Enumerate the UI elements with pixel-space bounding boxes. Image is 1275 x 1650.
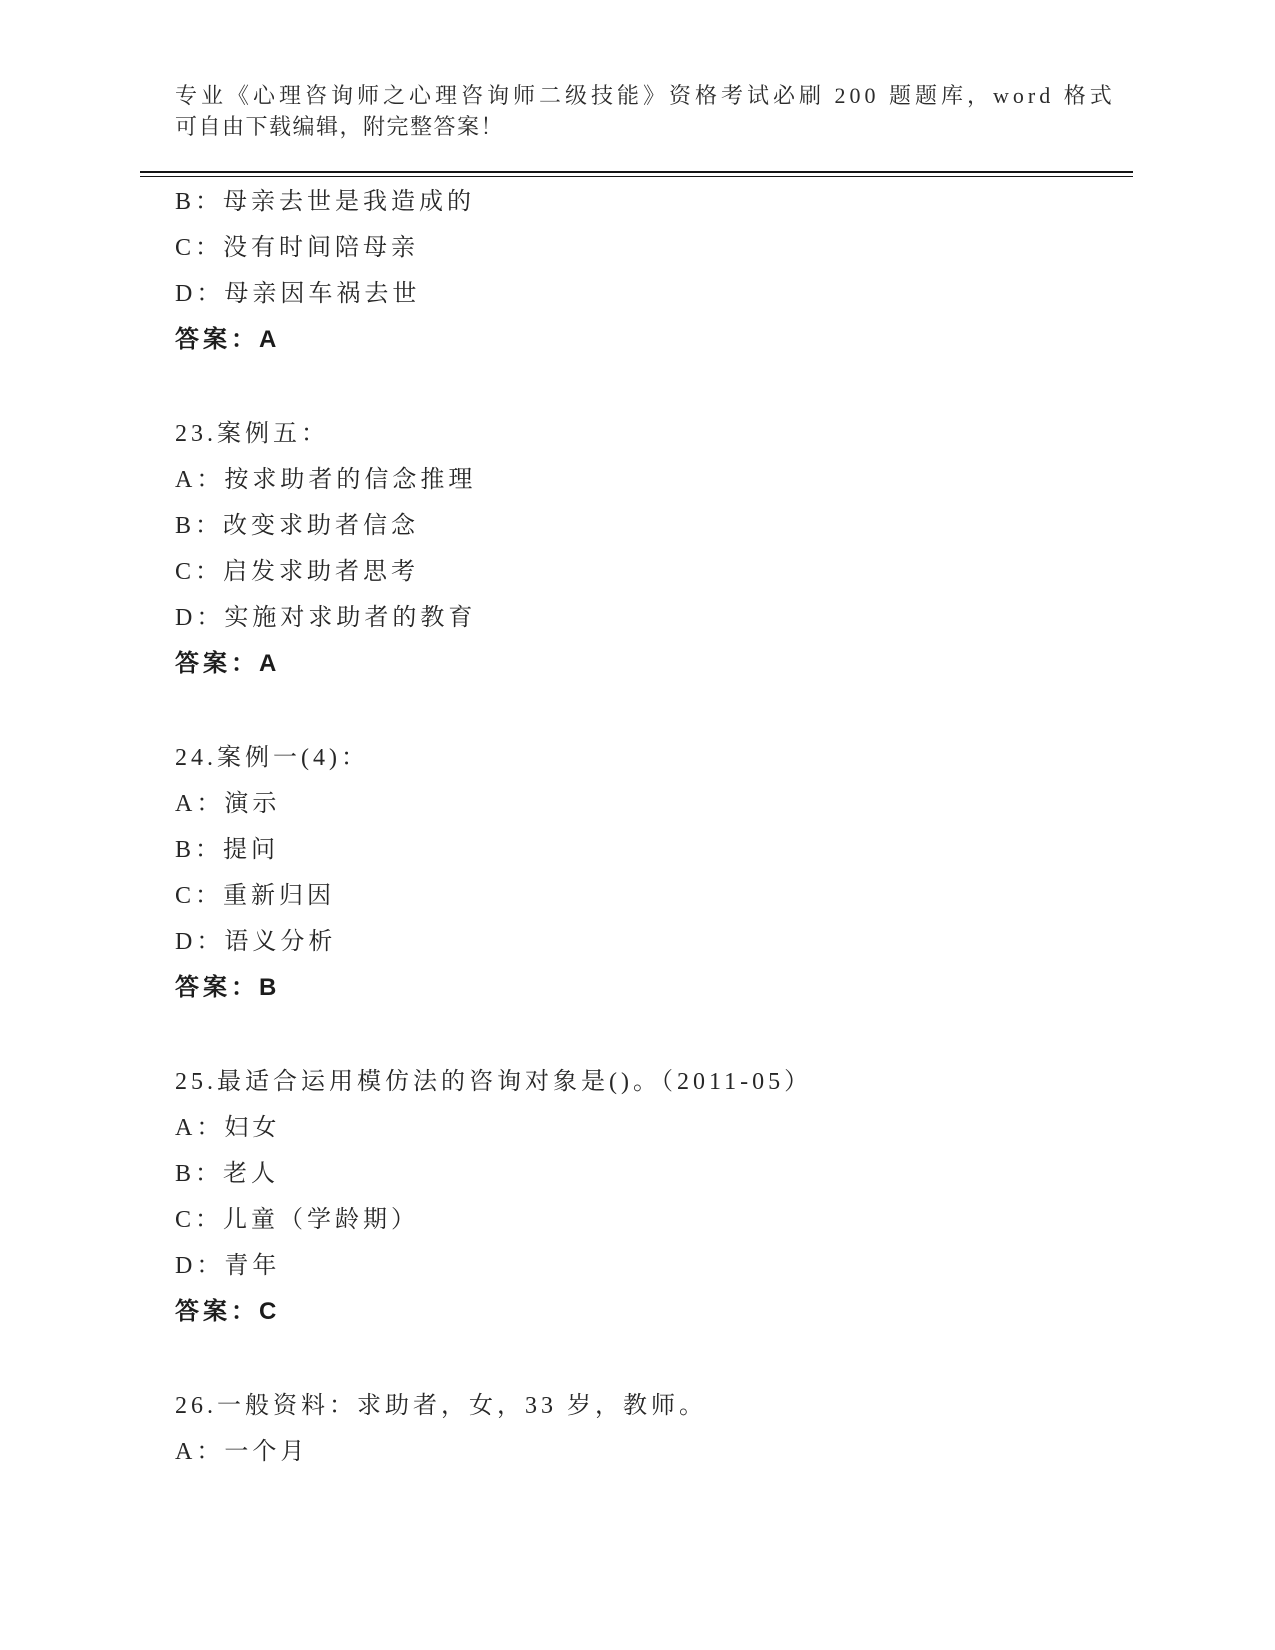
option-d: D：实施对求助者的教育 [175, 605, 477, 631]
option-c: C：没有时间陪母亲 [175, 235, 420, 261]
answer-line [175, 1289, 1135, 1335]
answer-label: 答案： [175, 974, 259, 1001]
option-a: A：一个月 [175, 1439, 309, 1465]
question-block-24 [175, 735, 1135, 1011]
header-line-1: 专业《心理咨询师之心理咨询师二级技能》资格考试必刷 200 题题库，word 格式 [175, 83, 1116, 108]
option-a: A：妇女 [175, 1115, 281, 1141]
option-b: B：母亲去世是我造成的 [175, 189, 476, 215]
option-d: D：青年 [175, 1253, 281, 1279]
doc-header-notice [175, 80, 1135, 142]
answer-value: A [259, 326, 281, 353]
answer-label: 答案： [175, 650, 259, 677]
question-title: 24.案例一(4)： [175, 745, 369, 771]
option-c: C：儿童（学龄期） [175, 1207, 420, 1233]
option-b: B：提问 [175, 837, 280, 863]
option-a: A：按求助者的信念推理 [175, 467, 477, 493]
answer-label: 答案： [175, 326, 259, 353]
answer-value: A [259, 650, 281, 677]
question-block-25 [175, 1059, 1135, 1335]
question-title: 25.最适合运用模仿法的咨询对象是()。（2011-05） [175, 1069, 813, 1095]
option-d: D：语义分析 [175, 929, 337, 955]
question-block-23 [175, 411, 1135, 687]
answer-value: B [259, 974, 281, 1001]
answer-line [175, 317, 1135, 363]
doc-body [175, 179, 1135, 1475]
answer-value: C [259, 1298, 281, 1325]
option-b: B：老人 [175, 1161, 280, 1187]
question-block-26 [175, 1383, 1135, 1475]
answer-line [175, 641, 1135, 687]
question-title: 23.案例五： [175, 421, 329, 447]
header-line-2: 可自由下载编辑，附完整答案！ [175, 114, 505, 139]
answer-line [175, 965, 1135, 1011]
option-b: B：改变求助者信念 [175, 513, 420, 539]
answer-label: 答案： [175, 1298, 259, 1325]
option-d: D：母亲因车祸去世 [175, 281, 421, 307]
header-divider-double-rule [140, 171, 1133, 177]
question-title: 26.一般资料：求助者，女，33 岁，教师。 [175, 1393, 707, 1419]
option-c: C：启发求助者思考 [175, 559, 420, 585]
question-block-continuation [175, 179, 1135, 363]
option-c: C：重新归因 [175, 883, 336, 909]
option-a: A：演示 [175, 791, 281, 817]
